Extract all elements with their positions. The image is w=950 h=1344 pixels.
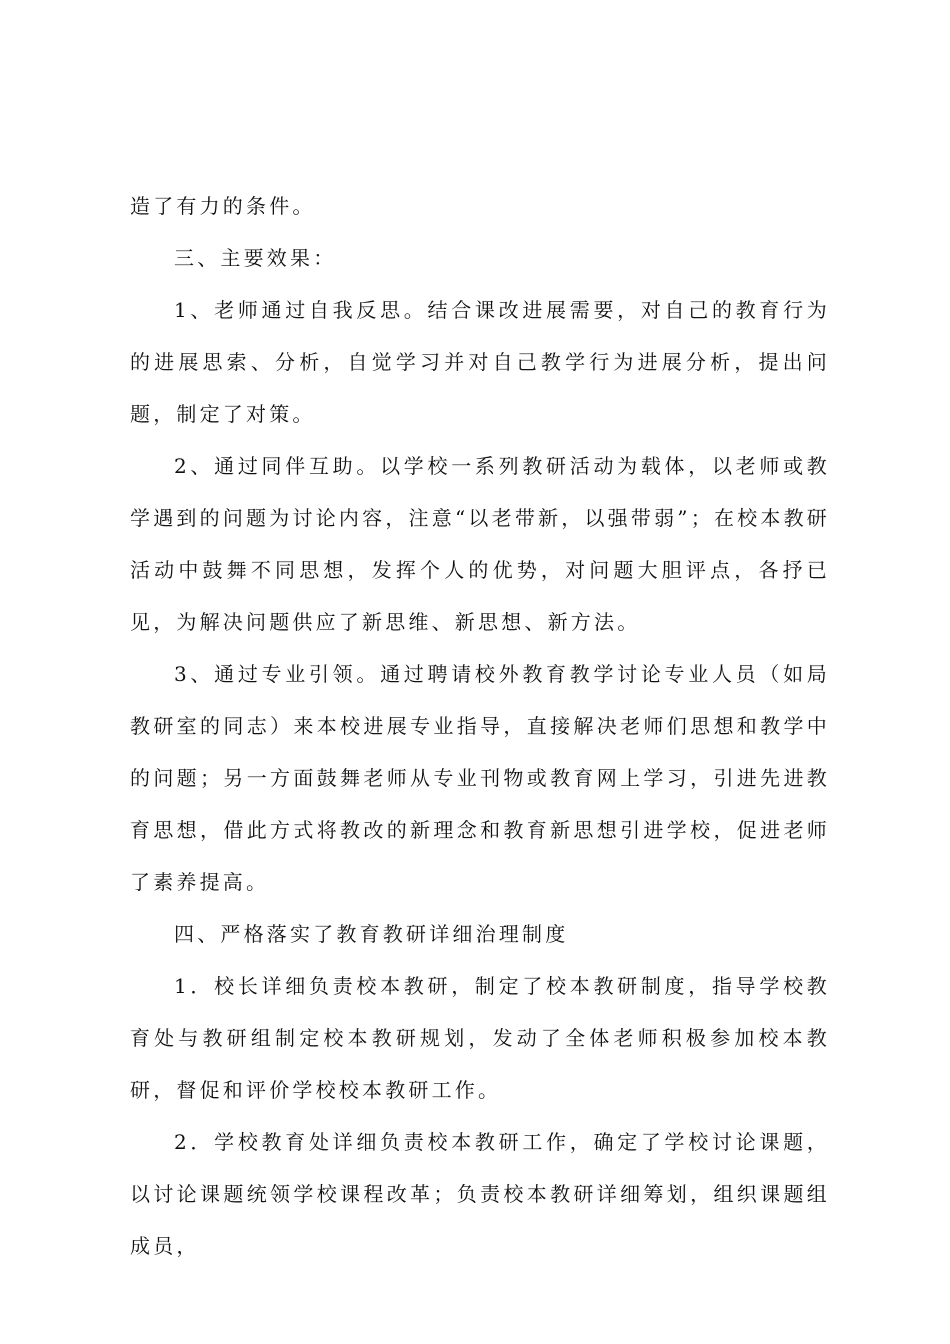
section-heading-main-effects: 三、主要效果： — [174, 246, 337, 270]
paragraph-self-reflection: 1、老师通过自我反思。结合课改进展需要，对自己的教育行为的进展思索、分析，自觉学习并对自己教学行为进展分析，提出问题，制定了对策。 — [130, 298, 830, 426]
paragraph-peer-support: 2、通过同伴互助。以学校一系列教研活动为载体，以老师或教学遇到的问题为讨论内容，注意“以老带新，以强带弱”；在校本教研活动中鼓舞不同思想，发挥个人的优势，对问题大胆评点，各抒已见，为解决问题供应了新思维、新思想、新方法。 — [130, 454, 830, 634]
section-heading-management-system: 四、严格落实了教育教研详细治理制度 — [174, 922, 569, 946]
paragraph-professional-guidance: 3、通过专业引领。通过聘请校外教育教学讨论专业人员（如局教研室的同志）来本校进展专业指导，直接解决老师们思想和教学中的问题；另一方面鼓舞老师从专业刊物或教育网上学习，引进先进教育思想，借此方式将教改的新理念和教育新思想引进学校，促进老师了素养提高。 — [130, 662, 830, 894]
document-body — [130, 180, 830, 1272]
paragraph-education-office-responsibility: 2．学校教育处详细负责校本教研工作，确定了学校讨论课题，以讨论课题统领学校课程改革；负责校本教研详细筹划，组织课题组成员， — [130, 1130, 830, 1258]
paragraph-continuation: 造了有力的条件。 — [130, 194, 316, 218]
paragraph-principal-responsibility: 1．校长详细负责校本教研，制定了校本教研制度，指导学校教育处与教研组制定校本教研规划，发动了全体老师积极参加校本教研，督促和评价学校校本教研工作。 — [130, 974, 830, 1102]
